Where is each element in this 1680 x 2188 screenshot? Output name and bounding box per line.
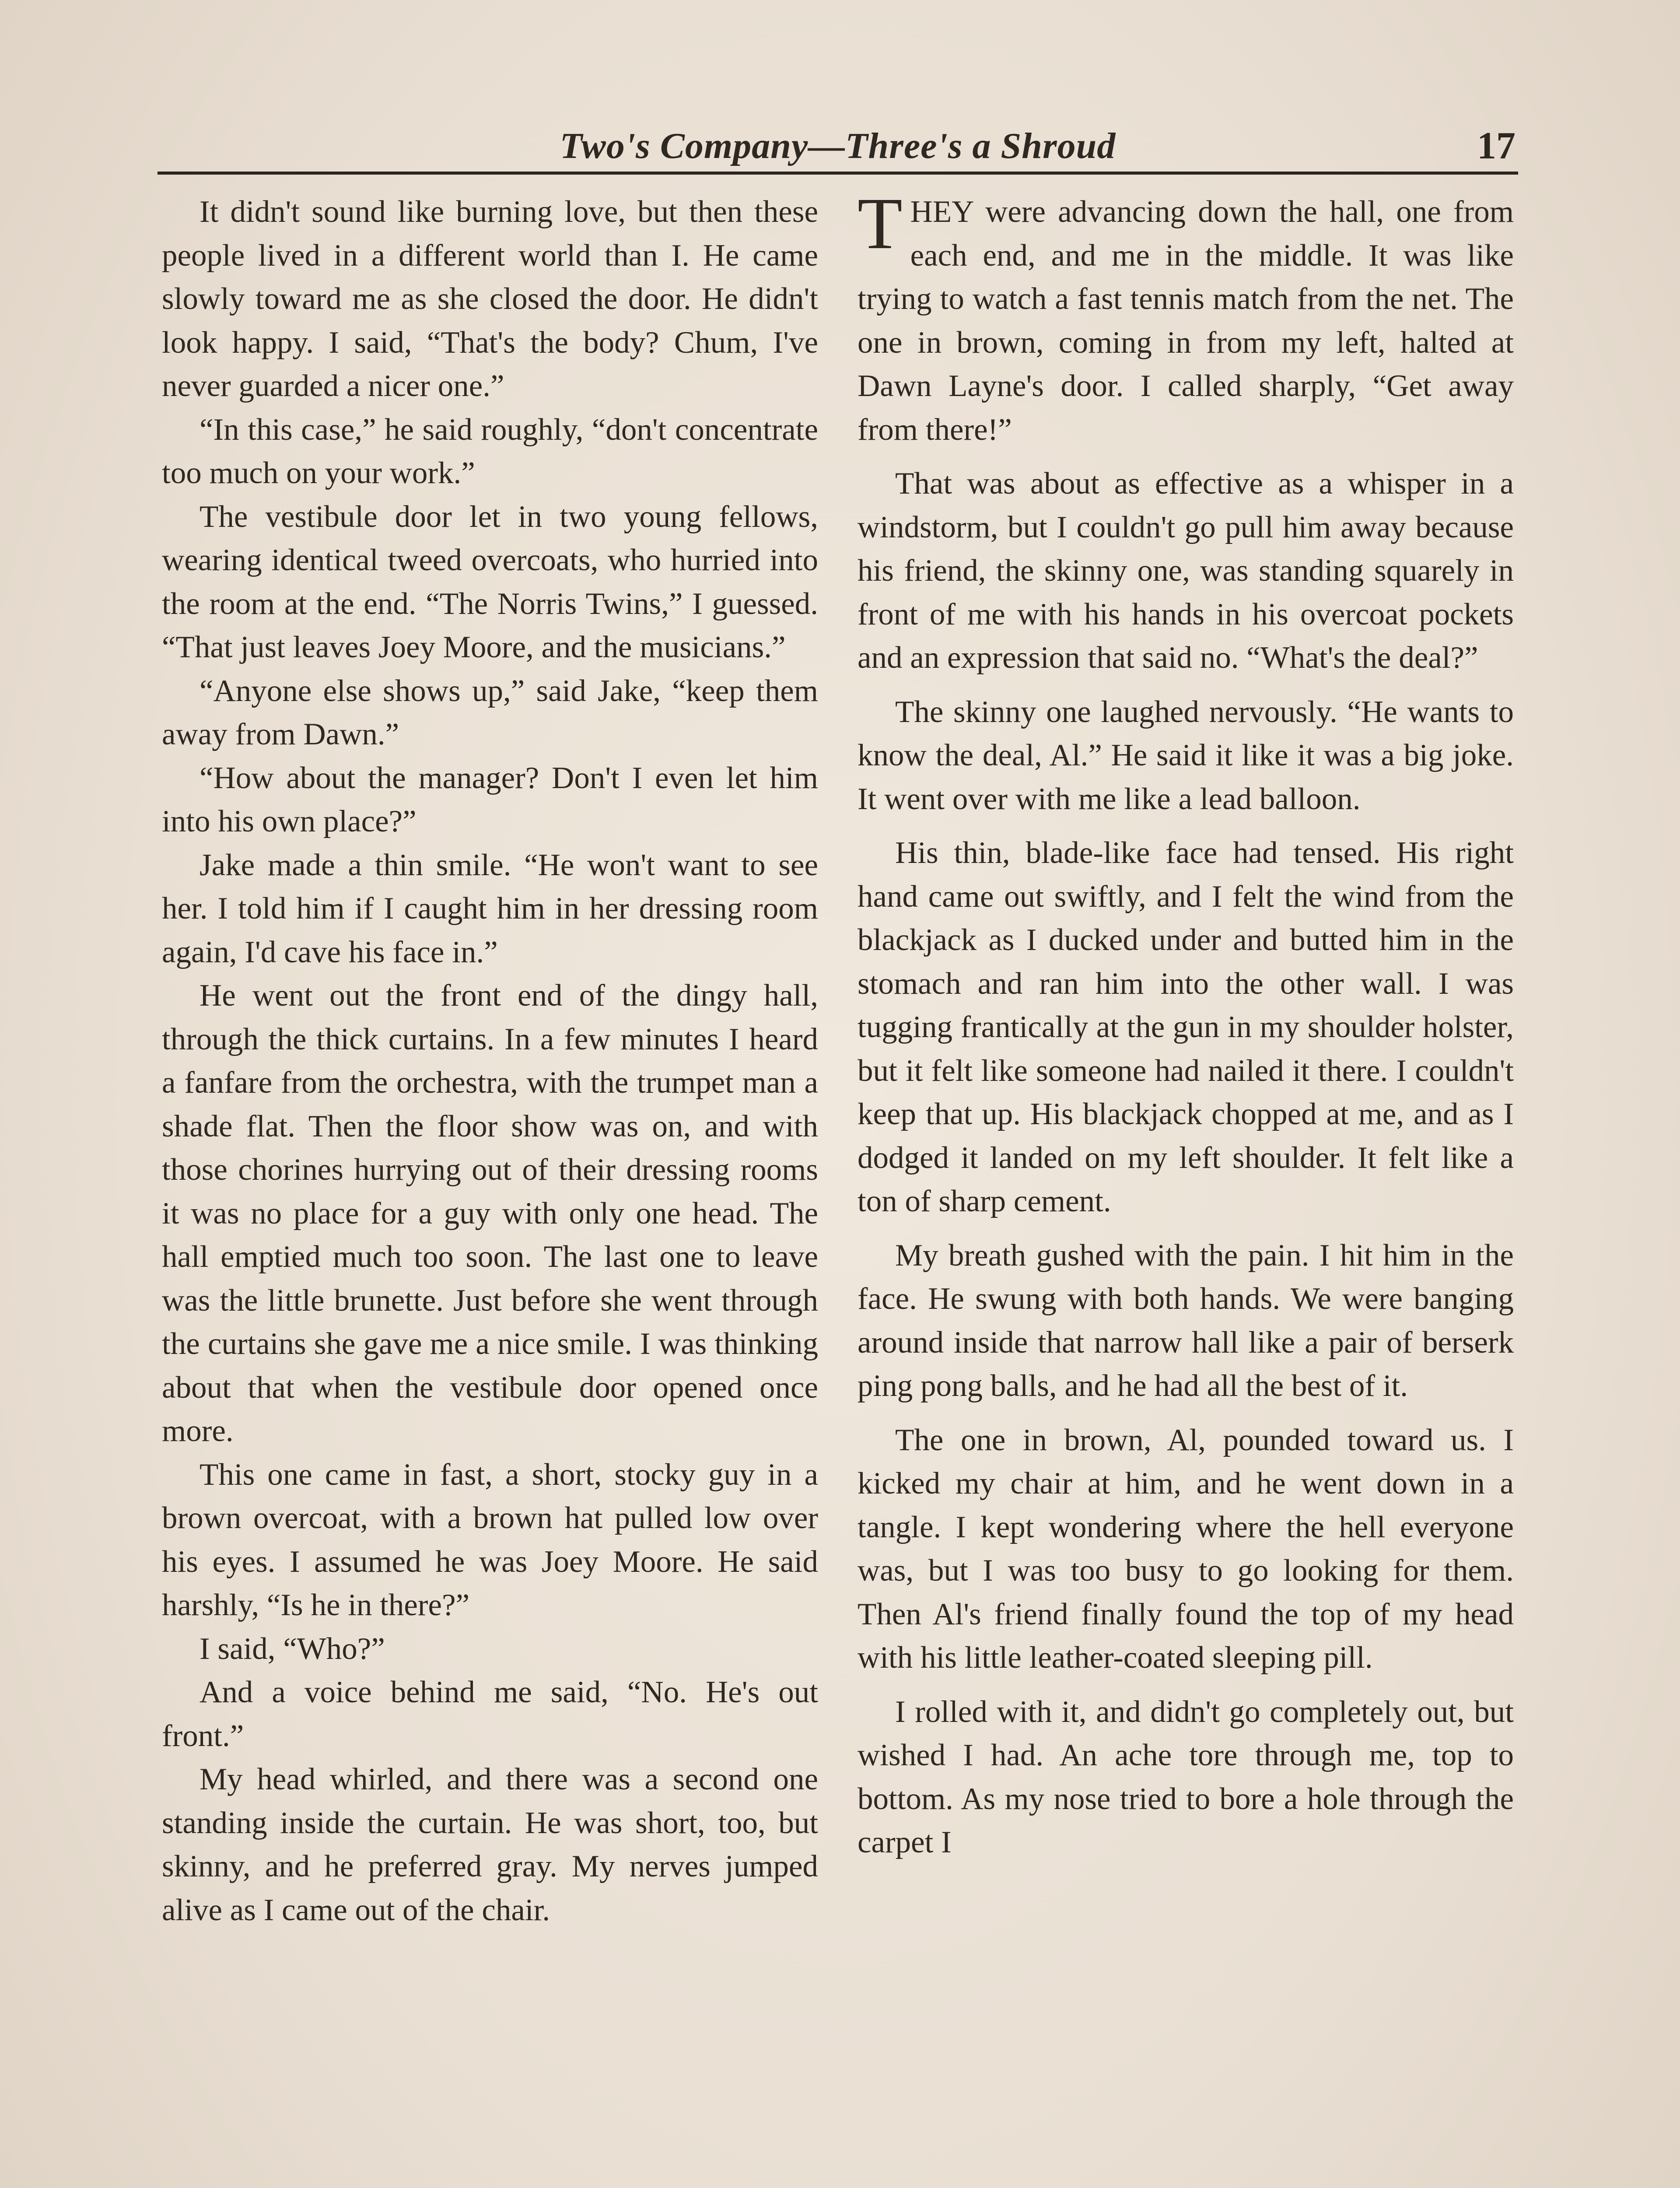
paragraph: His thin, blade-like face had tensed. His right hand came out swiftly, and I felt the wind from the blackjack as I ducked under and butted him in the stomach and ran him into the other wall. I was tugging frantically at the gun in my shoulder holster, but it felt like someone had nailed it there. I couldn't keep that up. His blackjack chopped at me, and as I dodged it landed on my left shoulder. It felt like a ton of sharp cement. — [858, 836, 1514, 1218]
page-number: 17 — [1477, 125, 1516, 167]
drop-cap: T — [858, 183, 903, 264]
paragraph: I rolled with it, and didn't go completely out, but wished I had. An ache tore through me, top to bottom. As my nose tried to bore a hole through the carpet I — [858, 1694, 1514, 1859]
paragraph: It didn't sound like burning love, but then these people lived in a different world than I. He came slowly toward me as she closed the door. He didn't look happy. I said, “That's the body? Chum, I've never guarded a nicer one.” — [162, 195, 818, 403]
paragraph: That was about as effective as a whisper in a windstorm, but I couldn't go pull him away because his friend, the skinny one, was standing squarely in front of me with his hands in his overcoat pockets and an expression that said no. “What's the deal?” — [858, 466, 1514, 675]
section-opening-paragraph — [858, 183, 1514, 452]
paragraph: My head whirled, and there was a second one standing inside the curtain. He was short, too, but skinny, and he preferred gray. My nerves jumped alive as I came out of the chair. — [162, 1762, 818, 1927]
running-title: Two's Company—Three's a Shroud — [560, 126, 1116, 166]
paragraph: Jake made a thin smile. “He won't want to see her. I told him if I caught him in her dressing room again, I'd cave his face in.” — [162, 848, 818, 969]
paragraph: This one came in fast, a short, stocky guy in a brown overcoat, with a brown hat pulled low over his eyes. I assumed he was Joey Moore. He said harshly, “Is he in there?” — [162, 1457, 818, 1622]
paragraph: The one in brown, Al, pounded toward us. I kicked my chair at him, and he went down in a tangle. I kept wondering where the hell everyone was, but I was too busy to go looking for them. Then Al's friend finally found the top of my head with his little leather-coated sleeping pill. — [858, 1423, 1514, 1675]
opening-text: HEY were advancing down the hall, one from each end, and me in the middle. It was like trying to watch a fast tennis match from the net. The one in brown, coming in from my left, halted at Dawn Layne's door. I called sharply, “Get away from there!” — [858, 195, 1514, 447]
paragraph: My breath gushed with the pain. I hit him in the face. He swung with both hands. We were banging around inside that narrow hall like a pair of berserk ping pong balls, and he had all the best of it. — [858, 1238, 1514, 1403]
paragraph: “Anyone else shows up,” said Jake, “keep them away from Dawn.” — [162, 673, 818, 751]
paragraph: The skinny one laughed nervously. “He wants to know the deal, Al.” He said it like it was a big joke. It went over with me like a lead balloon. — [858, 694, 1514, 816]
paragraph: “How about the manager? Don't I even let him into his own place?” — [162, 761, 818, 838]
paragraph: The vestibule door let in two young fellows, wearing identical tweed overcoats, who hurried into the room at the end. “The Norris Twins,” I guessed. “That just leaves Joey Moore, and the musicians.” — [162, 499, 818, 664]
paragraph: I said, “Who?” — [200, 1631, 385, 1666]
right-text-column — [858, 183, 1514, 1865]
paragraph: He went out the front end of the dingy hall, through the thick curtains. In a few minutes I heard a fanfare from the orchestra, with the trumpet man a shade flat. Then the floor show was on, and with those chorines hurrying out of their dressing rooms it was no place for a guy with only one head. The hall emptied much too soon. The last one to leave was the little brunette. Just before she went through the curtains she gave me a nice smile. I was thinking about that when the vestibule door opened once more. — [162, 978, 818, 1448]
paragraph: “In this case,” he said roughly, “don't concentrate too much on your work.” — [162, 412, 818, 490]
page-header — [158, 123, 1518, 175]
paragraph: And a voice behind me said, “No. He's out front.” — [162, 1675, 818, 1753]
left-text-column — [162, 190, 818, 1932]
